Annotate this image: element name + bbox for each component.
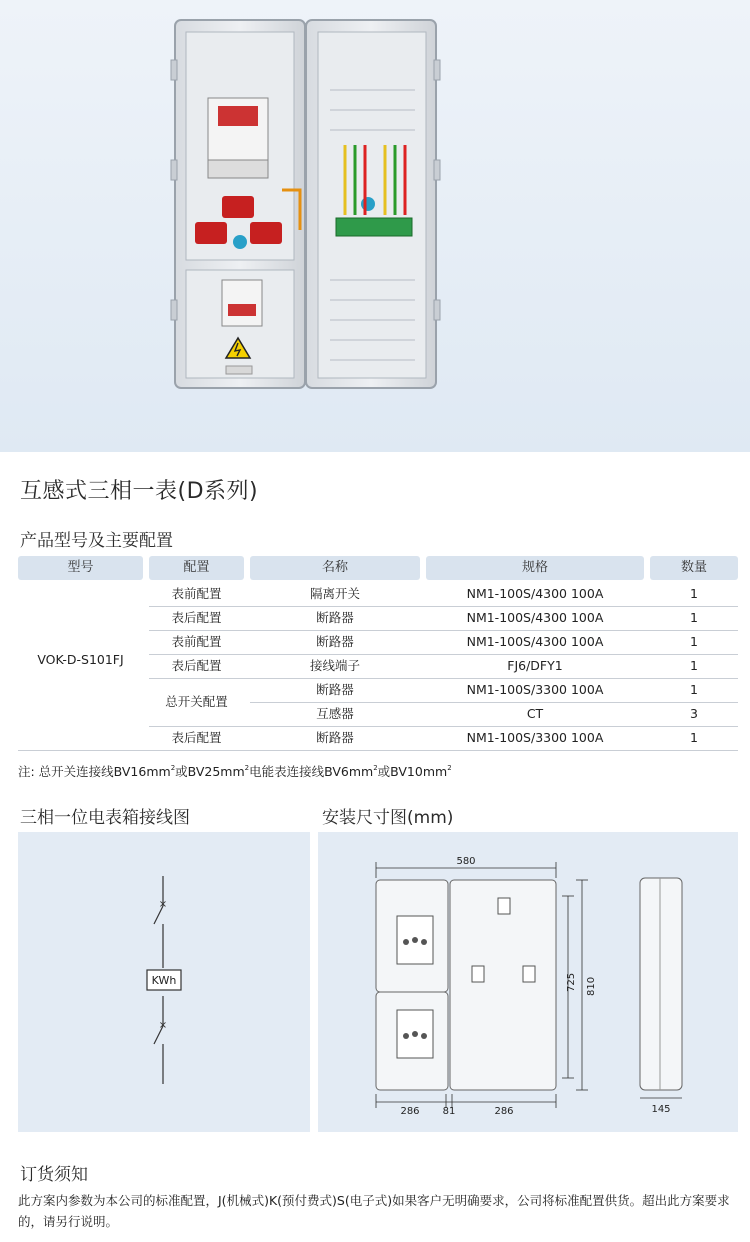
order-notice-title: 订货须知 xyxy=(20,1165,88,1185)
dim-depth: 145 xyxy=(651,1104,671,1115)
model-cell: VOK-D-S101FJ xyxy=(37,652,124,667)
dim-height-inner: 725 xyxy=(566,972,577,992)
row-spec: NM1-100S/3300 100A xyxy=(466,730,604,745)
col-header-spec: 规格 xyxy=(426,556,644,580)
wiring-diagram xyxy=(18,832,310,1132)
row-name: 断路器 xyxy=(316,610,354,625)
col-header-model: 型号 xyxy=(18,556,143,580)
dim-right-width: 286 xyxy=(494,1106,514,1117)
col-header-config: 配置 xyxy=(149,556,244,580)
row-qty: 1 xyxy=(690,682,698,697)
row-qty: 1 xyxy=(690,586,698,601)
meter-box-illustration xyxy=(0,0,750,452)
row-spec: NM1-100S/4300 100A xyxy=(466,610,604,625)
config-section-title: 产品型号及主要配置 xyxy=(20,531,173,551)
dimension-diagram xyxy=(318,832,738,1132)
row-qty: 1 xyxy=(690,658,698,673)
row-name: 隔离开关 xyxy=(309,586,360,601)
row-name: 断路器 xyxy=(316,682,354,697)
row-config: 表后配置 xyxy=(171,730,222,745)
row-spec: NM1-100S/3300 100A xyxy=(466,682,604,697)
dim-left-width: 286 xyxy=(400,1106,420,1117)
dim-gap-width: 81 xyxy=(442,1106,456,1117)
wiring-diagram-panel xyxy=(18,832,310,1132)
row-name: 互感器 xyxy=(316,706,354,721)
kwh-meter-label: KWh xyxy=(151,974,177,987)
order-notice-text: 此方案内参数为本公司的标准配置，J(机械式)K(预付费式)S(电子式)如果客户无明确要求，公司将标准配置供货。超出此方案要求的，请另行说明。 xyxy=(18,1193,730,1229)
row-config: 表后配置 xyxy=(171,610,222,625)
row-qty: 1 xyxy=(690,730,698,745)
row-qty: 1 xyxy=(690,610,698,625)
col-header-name: 名称 xyxy=(250,556,420,580)
row-spec: NM1-100S/4300 100A xyxy=(466,634,604,649)
row-name: 断路器 xyxy=(316,730,354,745)
door-label-plate xyxy=(226,366,252,374)
row-config: 表前配置 xyxy=(171,634,222,649)
row-spec: NM1-100S/4300 100A xyxy=(466,586,604,601)
row-name: 断路器 xyxy=(316,634,354,649)
col-header-qty: 数量 xyxy=(650,556,738,580)
row-config: 表后配置 xyxy=(171,658,222,673)
dim-height-outer: 810 xyxy=(586,976,597,996)
row-name: 接线端子 xyxy=(309,658,360,673)
row-config: 表前配置 xyxy=(171,586,222,601)
wiring-note: 注: 总开关连接线$BV16mm^2$或$BV25mm^2$电能表连接线$BV6mm^2$或$BV10mm^2$ xyxy=(18,764,452,779)
svg-text:×: × xyxy=(158,1020,168,1031)
row-spec: CT xyxy=(526,706,544,721)
product-photo xyxy=(0,0,750,452)
wiring-diagram-title: 三相一位电表箱接线图 xyxy=(20,808,190,828)
product-title: 互感式三相一表(D系列) xyxy=(20,479,259,504)
row-qty: 3 xyxy=(690,706,698,721)
dimension-diagram-title: 安装尺寸图(mm) xyxy=(322,808,454,828)
row-qty: 1 xyxy=(690,634,698,649)
row-config: 总开关配置 xyxy=(165,694,228,709)
dim-total-width: 580 xyxy=(456,856,476,867)
svg-text:×: × xyxy=(158,899,168,910)
dimension-diagram-panel xyxy=(318,832,738,1132)
row-spec: FJ6/DFY1 xyxy=(507,658,563,673)
